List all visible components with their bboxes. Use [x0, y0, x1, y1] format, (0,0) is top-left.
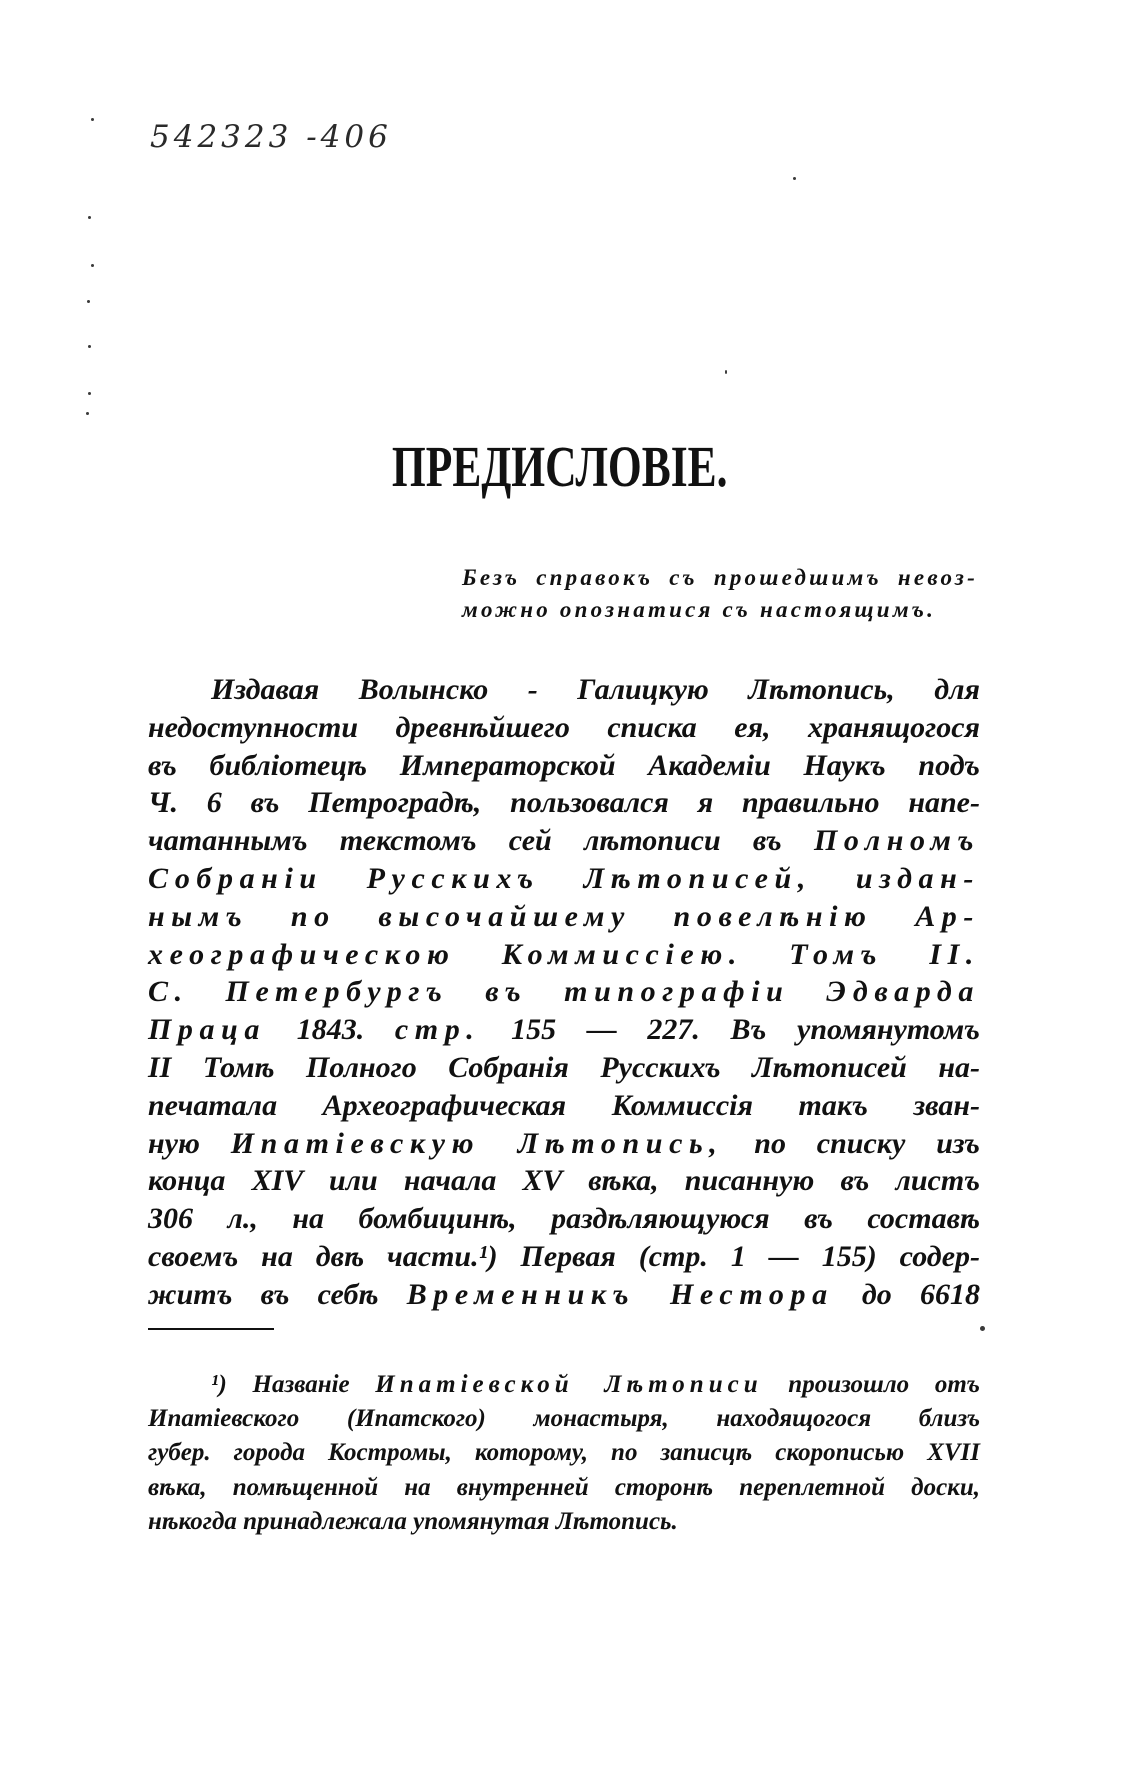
footnote-text: Ипатіевского (Ипатского) монастыря, находящогося близъ	[148, 1405, 980, 1433]
body-line	[148, 860, 980, 898]
footnote-text: нѣкогда принадлежала упомянутая Лѣтопись.	[148, 1507, 678, 1535]
footnote-line	[148, 1471, 980, 1505]
body-text: 1843.	[266, 1013, 395, 1047]
spaced-emphasis: стр.	[394, 1013, 481, 1047]
spaced-emphasis: Праца	[148, 1013, 267, 1047]
body-line	[148, 1200, 980, 1238]
spaced-emphasis: нымъ по высочайшему повелѣнію Ар-	[148, 899, 980, 933]
spaced-emphasis: хеографическою Коммиссіею. Томъ II.	[148, 937, 980, 971]
body-text: чатаннымъ текстомъ сей лѣтописи въ	[148, 824, 814, 858]
body-line	[148, 1125, 980, 1163]
body-line	[148, 898, 980, 936]
spaced-emphasis: Полномъ	[813, 824, 980, 858]
scan-speck	[793, 177, 796, 180]
epigraph-line: можно опознатися съ настоящимъ.	[462, 597, 937, 622]
body-line	[148, 1162, 980, 1200]
scan-speck	[87, 300, 90, 303]
body-line	[148, 1087, 980, 1125]
spaced-emphasis: Собраніи Русскихъ Лѣтописей, издан-	[148, 861, 980, 895]
scan-speck	[88, 216, 91, 219]
epigraph	[462, 562, 978, 626]
body-text: конца XIV или начала XV вѣка, писанную въ листъ	[148, 1164, 980, 1198]
body-text: по списку изъ	[723, 1126, 980, 1160]
scan-speck	[88, 392, 91, 395]
footnote-text: произошло отъ	[762, 1371, 980, 1398]
body-line	[148, 747, 980, 785]
footnote-text: вѣка, помѣщенной на внутренней сторонѣ переплетной доски,	[148, 1473, 980, 1501]
scan-speck	[91, 118, 94, 121]
body-text: житъ въ себѣ	[148, 1277, 407, 1311]
footnote-line	[148, 1436, 980, 1470]
body-paragraph	[148, 671, 980, 1314]
handwritten-shelf-mark: 542323 -406	[150, 119, 392, 155]
spaced-emphasis: Ипатіевской Лѣтописи	[375, 1371, 763, 1398]
body-text: печатала Археографическая Коммиссія такъ зван-	[148, 1088, 980, 1122]
footnote-line	[148, 1402, 980, 1436]
body-line	[148, 1276, 980, 1314]
title-container	[300, 432, 820, 502]
body-text: недоступности древнѣйшего списка ея, хранящогося	[148, 710, 980, 744]
body-text: 306 л., на бомбицинѣ, раздѣляющуюся въ составѣ	[148, 1202, 980, 1236]
scan-speck	[86, 412, 89, 415]
body-line	[148, 784, 980, 822]
scan-speck	[725, 370, 727, 374]
spaced-emphasis: С. Петербургъ въ типографіи Эдварда	[148, 975, 980, 1009]
body-text: ную	[148, 1126, 231, 1160]
body-text: Издавая Волынско - Галицкую Лѣтопись, для	[211, 673, 980, 706]
footnote-text: губер. города Костромы, которому, по записцѣ скорописью XVII	[148, 1439, 980, 1467]
body-text: Ч. 6 въ Петроградѣ, пользовался я правильно напе-	[148, 786, 980, 820]
footnote-line	[148, 1368, 980, 1402]
body-text: 155 — 227. Въ упомянутомъ	[480, 1013, 980, 1047]
footnote-text: ¹) Названіе	[211, 1371, 376, 1398]
footnote	[148, 1368, 980, 1539]
footnote-separator	[148, 1328, 274, 1330]
footnote-line	[148, 1505, 980, 1539]
scan-speck	[91, 264, 94, 267]
body-line	[148, 709, 980, 747]
scan-speck	[88, 345, 91, 348]
spaced-emphasis: Ипатіевскую Лѣтопись,	[230, 1126, 724, 1160]
page-title: ПРЕДИСЛОВІЕ.	[392, 434, 728, 499]
body-line	[148, 1238, 980, 1276]
body-text: до 6618	[833, 1277, 980, 1311]
body-line	[148, 936, 980, 974]
body-text: II Томѣ Полного Собранія Русскихъ Лѣтописей на-	[148, 1050, 980, 1084]
body-line	[148, 973, 980, 1011]
body-line	[148, 1049, 980, 1087]
epigraph-line: Безъ справокъ съ прошедшимъ невоз-	[462, 565, 978, 590]
body-line	[148, 822, 980, 860]
body-line	[148, 1011, 980, 1049]
body-text: своемъ на двѣ части.¹) Первая (стр. 1 — 155) содер-	[148, 1239, 980, 1273]
spaced-emphasis: Временникъ Нестора	[406, 1277, 834, 1311]
scan-speck	[980, 1326, 985, 1331]
body-line	[148, 671, 980, 709]
body-text: въ библіотецѣ Императорской Академіи Наукъ подъ	[148, 748, 980, 782]
